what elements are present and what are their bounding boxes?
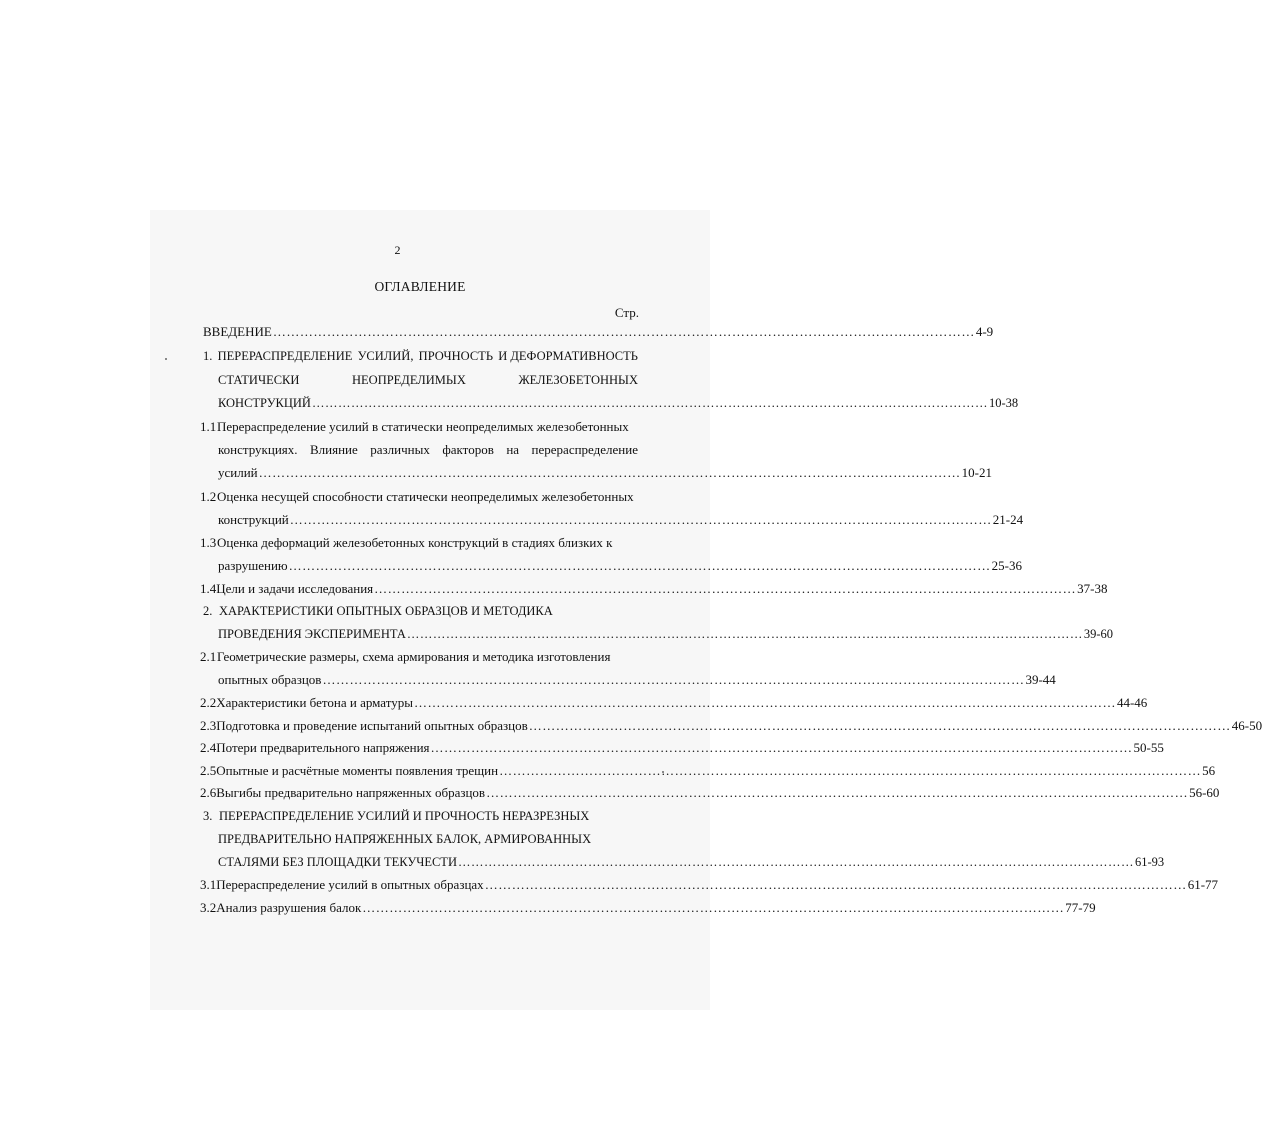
toc-entry-label: ПРЕДВАРИТЕЛЬНО НАПРЯЖЕННЫХ БАЛОК, АРМИРОВАННЫХ bbox=[218, 832, 592, 846]
toc-entry-page: 61-77 bbox=[1187, 877, 1219, 892]
toc-entry-number: 3.2 bbox=[200, 900, 217, 915]
toc-entry-label: Характеристики бетона и арматуры bbox=[216, 695, 413, 710]
toc-entry-1-4[interactable] bbox=[200, 580, 1108, 598]
leader-dots: ………………………………………………………………………………………………………………………………………… bbox=[322, 672, 1025, 687]
toc-entry-1-1-line-1[interactable] bbox=[200, 418, 640, 436]
toc-entry-number: 2.2 bbox=[200, 695, 217, 710]
toc-entry-2-6[interactable] bbox=[200, 784, 1220, 802]
leader-dots: ………………………………………………………………………………………………………………………………………… bbox=[374, 581, 1077, 596]
toc-entry-page: 46-50 bbox=[1231, 718, 1262, 733]
leader-dots: ………………………………………………………………………………………………………………………………………… bbox=[272, 324, 975, 339]
toc-entry-page: 39-44 bbox=[1025, 672, 1056, 687]
toc-title: ОГЛАВЛЕНИЕ bbox=[374, 279, 466, 294]
toc-entry-number: 2.5 bbox=[200, 763, 217, 778]
toc-entry-page: 10-38 bbox=[988, 396, 1019, 410]
toc-entry-label: Потери предварительного напряжения bbox=[216, 740, 430, 755]
toc-chapter-3-line-3 bbox=[218, 853, 1165, 871]
toc-entry-word: СТАТИЧЕСКИ bbox=[218, 373, 300, 387]
scan-speck bbox=[165, 358, 167, 360]
toc-entry-label: СТАЛЯМИ БЕЗ ПЛОЩАДКИ ТЕКУЧЕСТИ bbox=[218, 855, 457, 869]
toc-entry-word: конструкциях. bbox=[218, 442, 298, 457]
leader-dots: ………………………………………………………………………………………………………………………………………… bbox=[289, 512, 992, 527]
leader-dots: ………………………………………………………………………………………………………………………………………… bbox=[288, 558, 991, 573]
leader-dots: ………………………………………………………………………………………………………………………………………… bbox=[499, 763, 1202, 778]
toc-entry-number: 3. bbox=[203, 809, 213, 823]
toc-entry-page: 4-9 bbox=[975, 324, 994, 339]
page-number: 2 bbox=[394, 243, 401, 257]
leader-dots: ………………………………………………………………………………………………………………………………………… bbox=[362, 900, 1065, 915]
toc-entry-3-1[interactable] bbox=[200, 876, 1219, 894]
toc-entry-label: ПЕРЕРАСПРЕДЕЛЕНИЕ УСИЛИЙ И ПРОЧНОСТЬ НЕРАЗРЕЗНЫХ bbox=[219, 809, 590, 823]
toc-entry-word: различных bbox=[370, 442, 430, 457]
toc-entry-number: 2.4 bbox=[200, 740, 217, 755]
toc-entry-number: 2.3 bbox=[200, 718, 217, 733]
toc-entry-label: Выгибы предварительно напряженных образцов bbox=[216, 785, 486, 800]
toc-entry-label: Оценка несущей способности статически неопределимых железобетонных bbox=[217, 489, 634, 504]
leader-dots: ………………………………………………………………………………………………………………………………………… bbox=[258, 465, 961, 480]
toc-entry-page: 50-55 bbox=[1133, 740, 1164, 755]
toc-entry-word: ПРОЧНОСТЬ bbox=[418, 349, 494, 363]
toc-entry-label: опытных образцов bbox=[218, 672, 322, 687]
toc-entry-3-2[interactable] bbox=[200, 899, 1096, 917]
leader-dots: ………………………………………………………………………………………………………………………………………… bbox=[457, 855, 1134, 869]
toc-entry-label: Анализ разрушения балок bbox=[216, 900, 362, 915]
toc-entry-number: 1.4 bbox=[200, 581, 217, 596]
toc-entry-1-3-line-2 bbox=[218, 557, 1022, 575]
toc-entry-page: 44-46 bbox=[1116, 695, 1148, 710]
leader-dots: ………………………………………………………………………………………………………………………………………… bbox=[406, 627, 1083, 641]
toc-entry-1-2-line-1[interactable] bbox=[200, 488, 640, 506]
toc-entry-label: Перераспределение усилий в статически неопределимых железобетонных bbox=[217, 419, 629, 434]
toc-entry-number: 1.1 bbox=[200, 419, 217, 434]
page-column-header: Стр. bbox=[614, 305, 639, 320]
toc-entry-2-3[interactable] bbox=[200, 717, 1262, 735]
toc-entry-label: ХАРАКТЕРИСТИКИ ОПЫТНЫХ ОБРАЗЦОВ И МЕТОДИКА bbox=[219, 604, 553, 618]
leader-dots: ………………………………………………………………………………………………………………………………………… bbox=[413, 695, 1116, 710]
toc-chapter-3-line-1[interactable] bbox=[203, 807, 638, 825]
toc-entry-label: усилий bbox=[218, 465, 258, 480]
toc-chapter-1-line-2 bbox=[218, 371, 638, 389]
toc-entry-2-1-line-2 bbox=[218, 671, 1056, 689]
toc-entry-label: ВВЕДЕНИЕ bbox=[203, 324, 272, 339]
toc-entry-word: перераспределение bbox=[531, 442, 638, 457]
toc-entry-page: 25-36 bbox=[991, 558, 1022, 573]
toc-entry-word: И ДЕФОРМАТИВНОСТЬ bbox=[498, 349, 638, 363]
leader-dots: ………………………………………………………………………………………………………………………………………… bbox=[484, 877, 1187, 892]
toc-entry-2-5[interactable] bbox=[200, 762, 1216, 780]
toc-entry-number: 2.1 bbox=[200, 649, 217, 664]
toc-entry-word: НЕОПРЕДЕЛИМЫХ bbox=[352, 373, 466, 387]
toc-entry-1-1-line-3 bbox=[218, 464, 992, 482]
toc-entry-label: Перераспределение усилий в опытных образцах bbox=[216, 877, 484, 892]
toc-entry-page: 56 bbox=[1202, 763, 1216, 778]
toc-entry-label: Опытные и расчётные моменты появления трещин bbox=[216, 763, 499, 778]
toc-chapter-1-line-1[interactable] bbox=[203, 347, 638, 365]
toc-entry-page: 39-60 bbox=[1083, 627, 1114, 641]
toc-entry-1-2-line-2 bbox=[218, 511, 1024, 529]
toc-entry-page: 77-79 bbox=[1065, 900, 1096, 915]
toc-chapter-1-line-3 bbox=[218, 394, 1019, 412]
leader-dots: ………………………………………………………………………………………………………………………………………… bbox=[311, 396, 988, 410]
toc-chapter-3-line-2 bbox=[218, 830, 638, 848]
toc-entry-number: 3.1 bbox=[200, 877, 217, 892]
toc-entry-page: 56-60 bbox=[1189, 785, 1220, 800]
toc-entry-label: ПРОВЕДЕНИЯ ЭКСПЕРИМЕНТА bbox=[218, 627, 406, 641]
toc-entry-word: Влияние bbox=[310, 442, 358, 457]
toc-entry-word: УСИЛИЙ, bbox=[357, 349, 414, 363]
leader-dots: ………………………………………………………………………………………………………………………………………… bbox=[528, 718, 1231, 733]
toc-entry-page: 10-21 bbox=[961, 465, 992, 480]
toc-entry-2-4[interactable] bbox=[200, 739, 1164, 757]
toc-entry-2-2[interactable] bbox=[200, 694, 1148, 712]
toc-entry-page: 61-93 bbox=[1134, 855, 1165, 869]
toc-chapter-2-line-2 bbox=[218, 625, 1114, 643]
toc-entry-page: 21-24 bbox=[992, 512, 1024, 527]
toc-entry-number: 1. bbox=[203, 349, 213, 363]
toc-entry-label: Геометрические размеры, схема армирования и методика изготовления bbox=[217, 649, 611, 664]
toc-entry-word: ЖЕЛЕЗОБЕТОННЫХ bbox=[518, 373, 638, 387]
toc-entry-number: 1.3 bbox=[200, 535, 217, 550]
toc-entry-number: 2. bbox=[203, 604, 213, 618]
toc-entry-label: КОНСТРУКЦИЙ bbox=[218, 396, 311, 410]
toc-chapter-2-line-1[interactable] bbox=[203, 602, 638, 620]
toc-entry-label: Оценка деформаций железобетонных конструкций в стадиях близких к bbox=[217, 535, 613, 550]
toc-entry-1-1-line-2 bbox=[218, 441, 638, 459]
toc-entry-word: на bbox=[506, 442, 520, 457]
toc-entry-label: разрушению bbox=[218, 558, 288, 573]
toc-entry-2-1-line-1[interactable] bbox=[200, 648, 640, 666]
toc-entry-number: 2.6 bbox=[200, 785, 217, 800]
toc-entry-word: факторов bbox=[442, 442, 494, 457]
toc-entry-label: Подготовка и проведение испытаний опытных образцов bbox=[216, 718, 528, 733]
leader-dots: ………………………………………………………………………………………………………………………………………… bbox=[430, 740, 1133, 755]
toc-entry-intro[interactable] bbox=[203, 323, 994, 341]
toc-entry-label: конструкций bbox=[218, 512, 289, 527]
toc-entry-word: ПЕРЕРАСПРЕДЕЛЕНИЕ bbox=[217, 349, 353, 363]
toc-entry-label: Цели и задачи исследования bbox=[216, 581, 374, 596]
leader-dots: ………………………………………………………………………………………………………………………………………… bbox=[486, 785, 1189, 800]
toc-entry-1-3-line-1[interactable] bbox=[200, 534, 640, 552]
toc-entry-page: 37-38 bbox=[1077, 581, 1108, 596]
toc-entry-number: 1.2 bbox=[200, 489, 217, 504]
